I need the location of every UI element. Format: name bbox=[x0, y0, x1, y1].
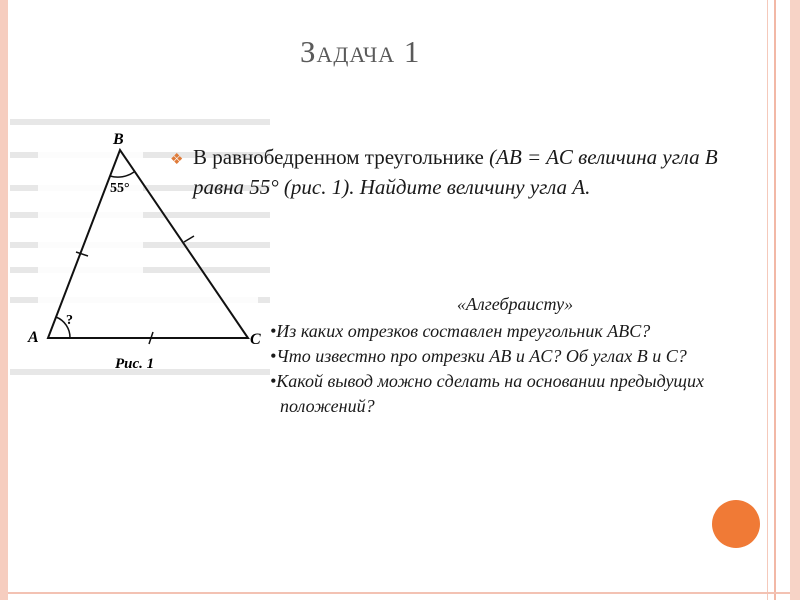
right-border-thin-line bbox=[767, 0, 768, 600]
hint-item: •Из каких отрезков составлен треугольник ABC? bbox=[270, 321, 651, 341]
bottom-border-line bbox=[8, 592, 790, 594]
title-number: 1 bbox=[403, 34, 421, 69]
slide-title bbox=[300, 34, 420, 70]
hint-item: •Что известно про отрезки AB и AC? Об углах B и C? bbox=[270, 346, 687, 366]
task-text-plain: В равнобедренном треугольнике bbox=[193, 145, 490, 169]
vertex-a-label: A bbox=[28, 329, 39, 346]
bullet-icon: ❖ bbox=[170, 152, 184, 168]
task-text-italic: (AB = AC величина угла B равна 55° (рис. 1). Найдите величину угла A. bbox=[193, 145, 718, 199]
right-border-line bbox=[774, 0, 776, 600]
title-initial: З bbox=[300, 34, 317, 69]
left-border-stripe bbox=[0, 0, 8, 600]
figure-caption: Рис. 1 bbox=[115, 356, 155, 372]
algebraist-title: «Алгебраисту» bbox=[456, 294, 574, 314]
hint-item: •Какой вывод можно сделать на основании предыдущих положений? bbox=[270, 371, 705, 416]
algebraist-hints bbox=[270, 292, 740, 419]
vertex-b-label: B bbox=[113, 131, 124, 148]
vertex-c-label: C bbox=[250, 331, 261, 348]
accent-circle bbox=[712, 500, 760, 548]
tick-ac bbox=[184, 236, 194, 242]
title-rest: АДАЧА bbox=[316, 42, 396, 67]
task-text bbox=[193, 142, 733, 202]
right-border-stripe bbox=[790, 0, 800, 600]
angle-b-label: 55° bbox=[110, 181, 130, 196]
angle-a-label: ? bbox=[66, 313, 73, 328]
